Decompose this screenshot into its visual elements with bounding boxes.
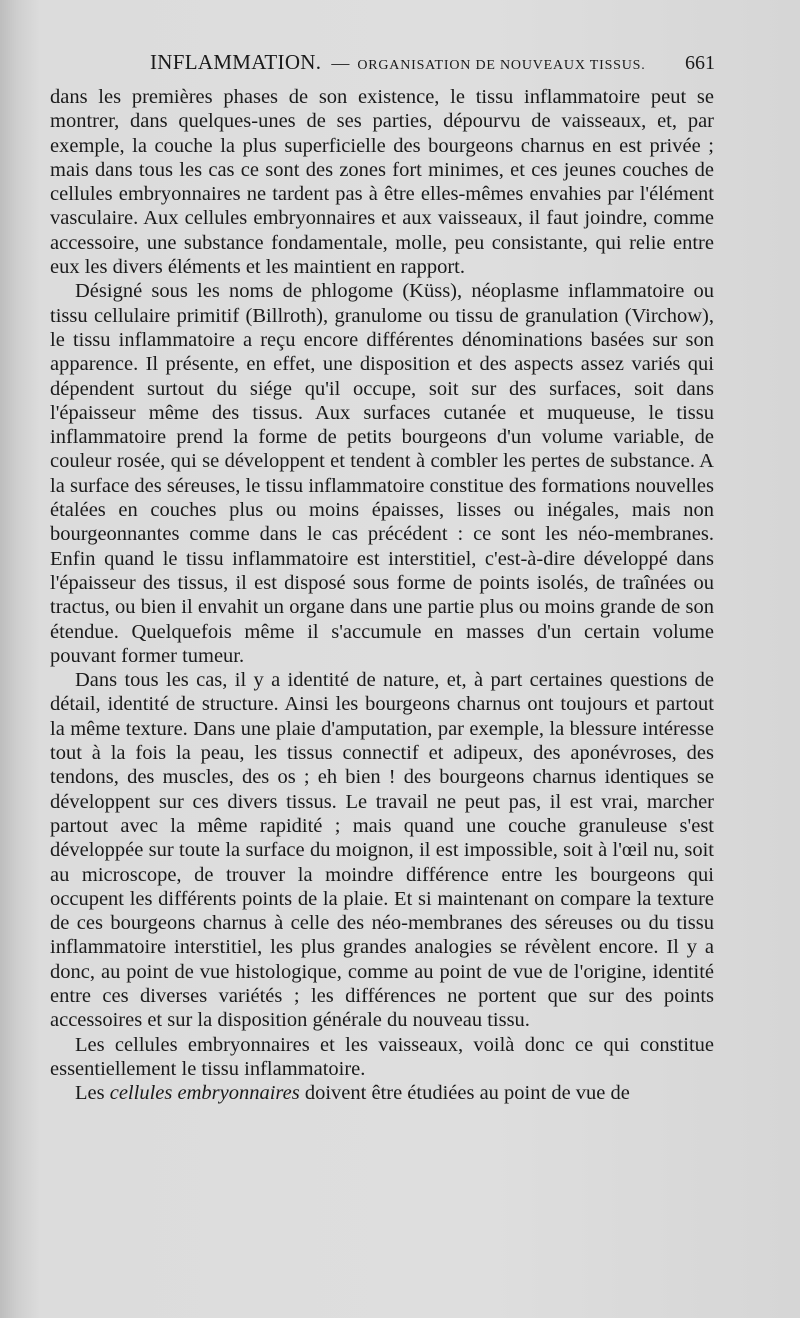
- section-title: ORGANISATION DE NOUVEAUX TISSUS.: [357, 58, 646, 73]
- page-number: 661: [685, 52, 715, 74]
- last-paragraph-end: doivent être étudiées au point de vue de: [299, 1082, 630, 1105]
- paragraph: Dans tous les cas, il y a identité de nature, et, à part certaines questions de détail, identité de structure. Ainsi les bourgeons charnus ont toujours et partout la même texture. Dans une plaie d'amputation, par exemple, la blessure intéresse tout à la fois la peau, les tissus connectif et adipeux, des aponévroses, des tendons, des muscles, des os ; eh bien ! des bourgeons charnus identiques se développent sur ces divers tissus. Le travail ne peut pas, il est vrai, marcher partout avec la même rapidité ; mais quand une couche granuleuse s'est développée sur toute la surface du moignon, il est impossible, soit à l'œil nu, soit au microscope, de trouver la moindre différence entre les bourgeons qui occupent les différents points de la plaie. Et si maintenant on compare la texture de ces bourgeons charnus à celle des néo-membranes des séreuses ou du tissu inflammatoire interstitiel, les plus grandes analogies se révèlent encore. Il y a donc, au point de vue histologique, comme au point de vue de l'origine, identité entre ces diverses variétés ; les différences ne portent que sur des points accessoires et sur la disposition générale du nouveau tissu.: [50, 669, 714, 1032]
- header-dash: —: [331, 53, 350, 73]
- running-head: [150, 50, 715, 80]
- body-text: [50, 85, 714, 1105]
- paragraph: Les cellules embryonnaires et les vaisseaux, voilà donc ce qui constitue essentiellement le tissu inflammatoire.: [50, 1033, 714, 1080]
- chapter-title: INFLAMMATION.: [150, 50, 322, 74]
- italic-term: cellules embryonnaires: [109, 1082, 300, 1105]
- last-paragraph-start: Les: [75, 1082, 110, 1105]
- paragraph-last: [50, 1081, 714, 1105]
- paragraph: Désigné sous les noms de phlogome (Küss), néoplasme inflammatoire ou tissu cellulaire primitif (Billroth), granulome ou tissu de granulation (Virchow), le tissu inflammatoire a reçu encore différentes dénominations basées sur son apparence. Il présente, en effet, une disposition et des aspects assez variés qui dépendent surtout du siége qu'il occupe, soit sur des surfaces, soit dans l'épaisseur même des tissus. Aux surfaces cutanée et muqueuse, le tissu inflammatoire prend la forme de petits bourgeons d'un volume variable, de couleur rosée, qui se développent et tendent à combler les pertes de substance. A la surface des séreuses, le tissu inflammatoire constitue des formations nouvelles étalées en couches plus ou moins épaisses, lisses ou inégales, mais non bourgeonnantes comme dans le cas précédent : ce sont les néo-membranes. Enfin quand le tissu inflammatoire est interstitiel, c'est-à-dire développé dans l'épaisseur des tissus, il est disposé sous forme de points isolés, de traînées ou tractus, ou bien il envahit un organe dans une partie plus ou moins grande de son étendue. Quelquefois même il s'accumule en masses d'un certain volume pouvant former tumeur.: [50, 280, 714, 667]
- paragraph-continued: dans les premières phases de son existence, le tissu inflammatoire peut se montrer, dans quelques-unes de ses parties, dépourvu de vaisseaux, et, par exemple, la couche la plus superficielle des bourgeons charnus en est privée ; mais dans tous les cas ce sont des zones fort minimes, et ces jeunes couches de cellules embryonnaires ne tardent pas à être elles-mêmes envahies par l'élément vasculaire. Aux cellules embryonnaires et aux vaisseaux, il faut joindre, comme accessoire, une substance fondamentale, molle, peu consistante, qui relie entre eux les divers éléments et les maintient en rapport.: [50, 86, 714, 279]
